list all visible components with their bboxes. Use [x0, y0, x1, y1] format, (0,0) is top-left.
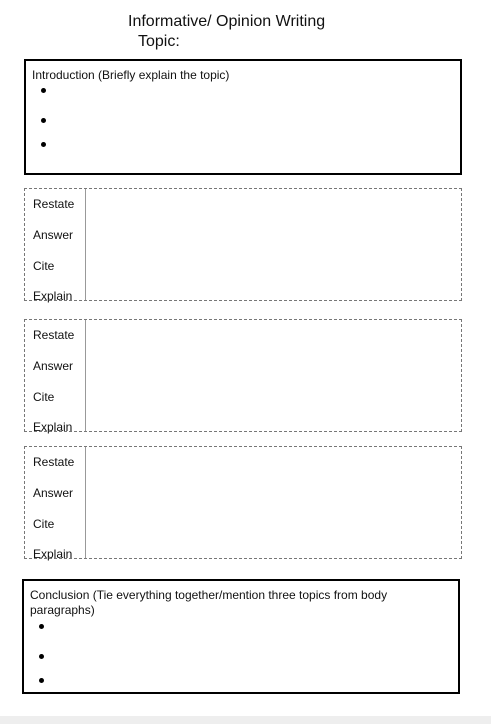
body-paragraph-box-2[interactable]: [24, 319, 462, 432]
body-paragraph-divider: [85, 447, 86, 558]
body-paragraph-divider: [85, 320, 86, 431]
introduction-bullet-3: [41, 142, 46, 147]
answer-label: Answer: [33, 486, 74, 500]
topic-label: Topic:: [138, 33, 180, 50]
restate-label: Restate: [33, 455, 75, 469]
conclusion-heading: Conclusion (Tie everything together/mention three topics from body paragraphs): [30, 588, 388, 617]
answer-label: Answer: [33, 359, 74, 373]
page-title: Informative/ Opinion Writing: [128, 13, 326, 30]
introduction-heading: Introduction (Briefly explain the topic): [32, 68, 230, 82]
body-paragraph-box-1[interactable]: [24, 188, 462, 301]
conclusion-bullet-2: [39, 654, 44, 659]
explain-label: Explain: [33, 547, 73, 561]
page-bottom-strip: [0, 716, 491, 724]
introduction-bullet-1: [41, 88, 46, 93]
introduction-box[interactable]: [24, 59, 462, 175]
restate-label: Restate: [33, 328, 75, 342]
conclusion-bullet-1: [39, 624, 44, 629]
answer-label: Answer: [33, 228, 74, 242]
introduction-bullet-2: [41, 118, 46, 123]
conclusion-box[interactable]: [22, 579, 460, 694]
body-paragraph-box-3[interactable]: [24, 446, 462, 559]
cite-label: Cite: [33, 390, 55, 404]
body-paragraph-divider: [85, 189, 86, 300]
explain-label: Explain: [33, 289, 73, 303]
cite-label: Cite: [33, 517, 55, 531]
explain-label: Explain: [33, 420, 73, 434]
cite-label: Cite: [33, 259, 55, 273]
restate-label: Restate: [33, 197, 75, 211]
conclusion-bullet-3: [39, 678, 44, 683]
